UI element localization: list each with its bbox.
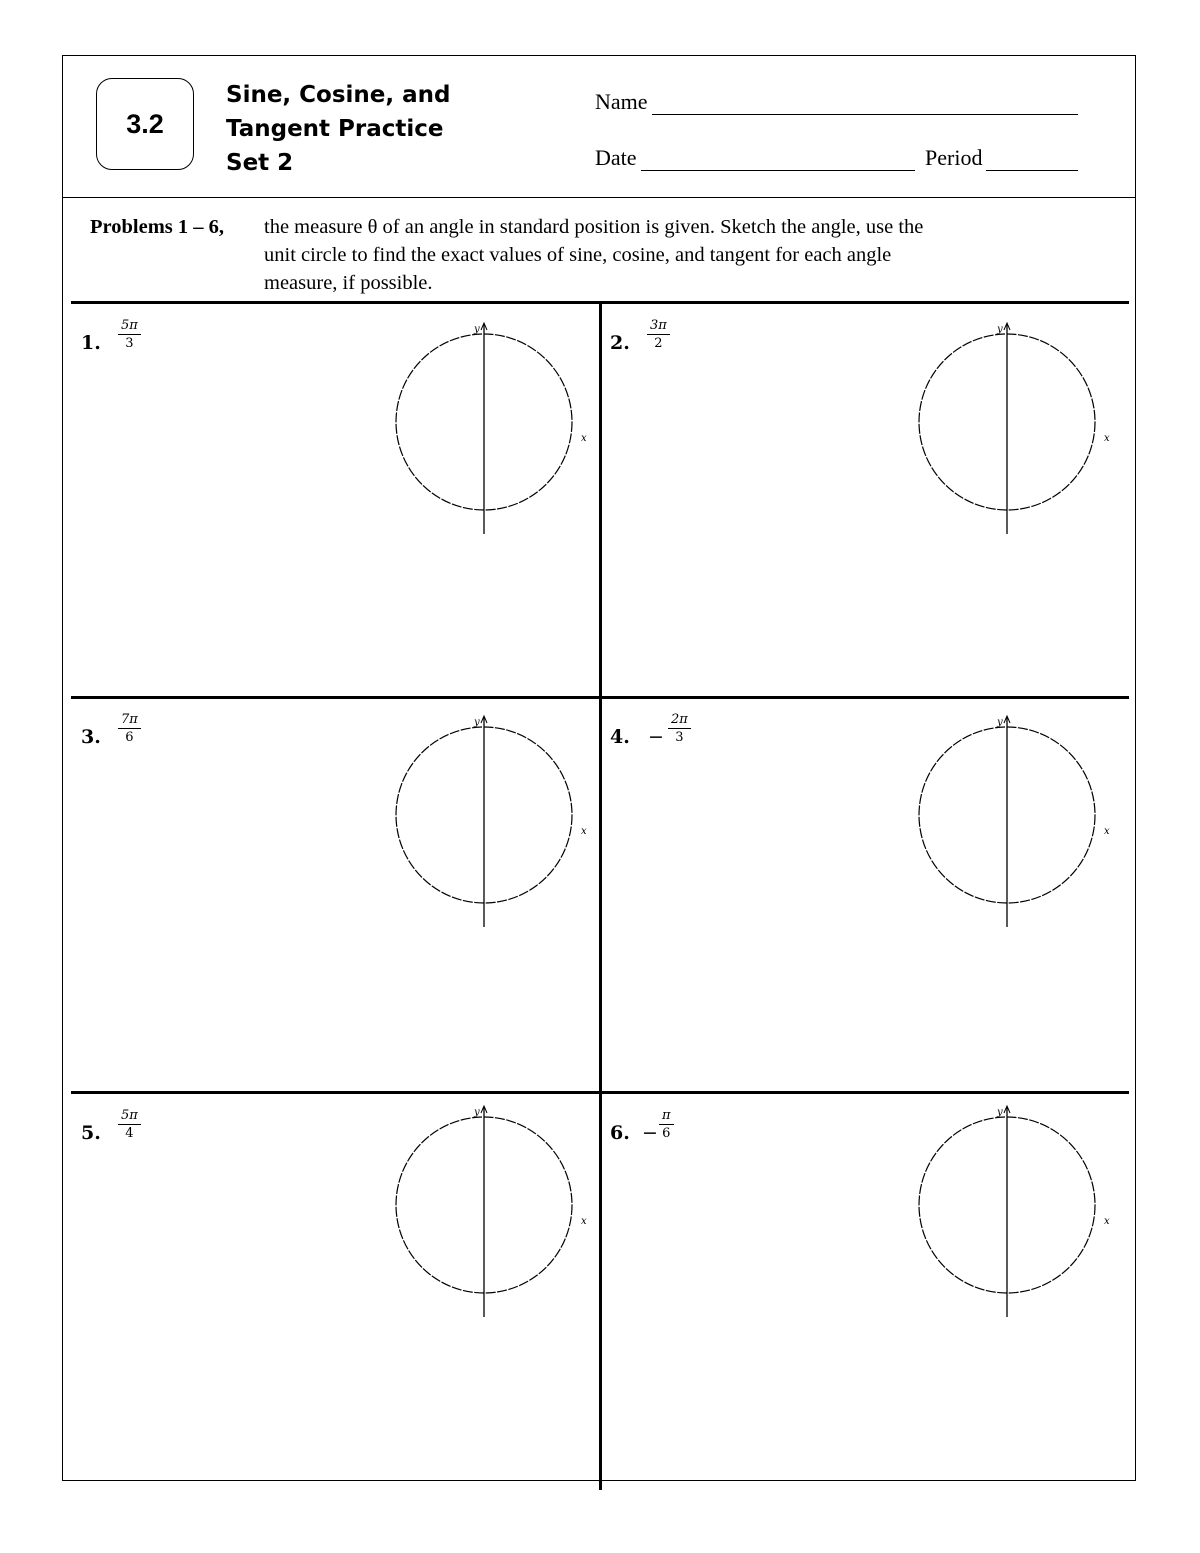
fraction-numerator: 7π — [118, 712, 141, 729]
instructions-text — [264, 213, 1094, 297]
problem-number: 5. — [81, 1122, 101, 1144]
section-number-box — [96, 78, 194, 170]
date-blank[interactable] — [641, 152, 915, 171]
title-line: Set 2 — [226, 150, 294, 176]
unit-circle-5[interactable] — [389, 1099, 589, 1321]
y-axis-label: y — [474, 324, 480, 335]
instructions-label: Problems 1 – 6, — [90, 216, 225, 238]
fraction-numerator: 2π — [668, 712, 691, 729]
y-axis-label: y — [997, 324, 1003, 335]
name-field[interactable] — [595, 89, 1078, 115]
unit-circle-3[interactable] — [389, 709, 589, 931]
title-line: Tangent Practice — [226, 116, 444, 142]
instructions-line: measure, if possible. — [264, 272, 433, 294]
unit-circle-1[interactable] — [389, 316, 589, 538]
angle-fraction — [668, 712, 691, 745]
angle-fraction — [118, 1108, 141, 1141]
title-line: Sine, Cosine, and — [226, 82, 451, 108]
period-blank[interactable] — [986, 152, 1078, 171]
unit-circle-2[interactable] — [912, 316, 1112, 538]
problem-number: 1. — [81, 332, 101, 354]
section-number: 3.2 — [126, 108, 164, 139]
period-field[interactable] — [925, 145, 1078, 171]
grid-divider-vertical — [599, 302, 602, 1490]
x-axis-label: x — [1104, 826, 1110, 837]
negative-sign: − — [642, 1122, 658, 1144]
problem-number: 6. — [610, 1122, 630, 1144]
date-field[interactable] — [595, 145, 915, 171]
fraction-denominator: 3 — [675, 730, 684, 745]
fraction-denominator: 4 — [125, 1126, 134, 1141]
fraction-denominator: 2 — [654, 336, 663, 351]
date-label: Date — [595, 145, 637, 170]
x-axis-label: x — [1104, 433, 1110, 444]
fraction-numerator: 3π — [647, 318, 670, 335]
y-axis-label: y — [997, 717, 1003, 728]
problem-number: 4. — [610, 726, 630, 748]
instructions-line: the measure θ of an angle in standard position is given. Sketch the angle, use the — [264, 216, 924, 238]
y-axis-label: y — [474, 1107, 480, 1118]
fraction-denominator: 6 — [662, 1126, 671, 1141]
x-axis-label: x — [581, 433, 587, 444]
fraction-numerator: 5π — [118, 318, 141, 335]
x-axis-label: x — [581, 826, 587, 837]
x-axis-label: x — [1104, 1216, 1110, 1227]
y-axis-label: y — [997, 1107, 1003, 1118]
angle-fraction — [647, 318, 670, 351]
header-divider — [63, 197, 1135, 198]
problem-number: 2. — [610, 332, 630, 354]
x-axis-label: x — [581, 1216, 587, 1227]
name-blank[interactable] — [652, 96, 1078, 115]
unit-circle-4[interactable] — [912, 709, 1112, 931]
y-axis-label: y — [474, 717, 480, 728]
problem-number: 3. — [81, 726, 101, 748]
fraction-numerator: 5π — [118, 1108, 141, 1125]
fraction-denominator: 6 — [125, 730, 134, 745]
fraction-numerator: π — [659, 1108, 674, 1125]
fraction-denominator: 3 — [125, 336, 134, 351]
angle-fraction — [118, 712, 141, 745]
unit-circle-6[interactable] — [912, 1099, 1112, 1321]
period-label: Period — [925, 145, 983, 170]
name-label: Name — [595, 89, 648, 114]
negative-sign: − — [648, 726, 664, 748]
worksheet-page — [62, 55, 1136, 1481]
angle-fraction — [659, 1108, 674, 1141]
instructions-line: unit circle to find the exact values of sine, cosine, and tangent for each angle — [264, 244, 892, 266]
angle-fraction — [118, 318, 141, 351]
worksheet-title — [226, 78, 451, 180]
